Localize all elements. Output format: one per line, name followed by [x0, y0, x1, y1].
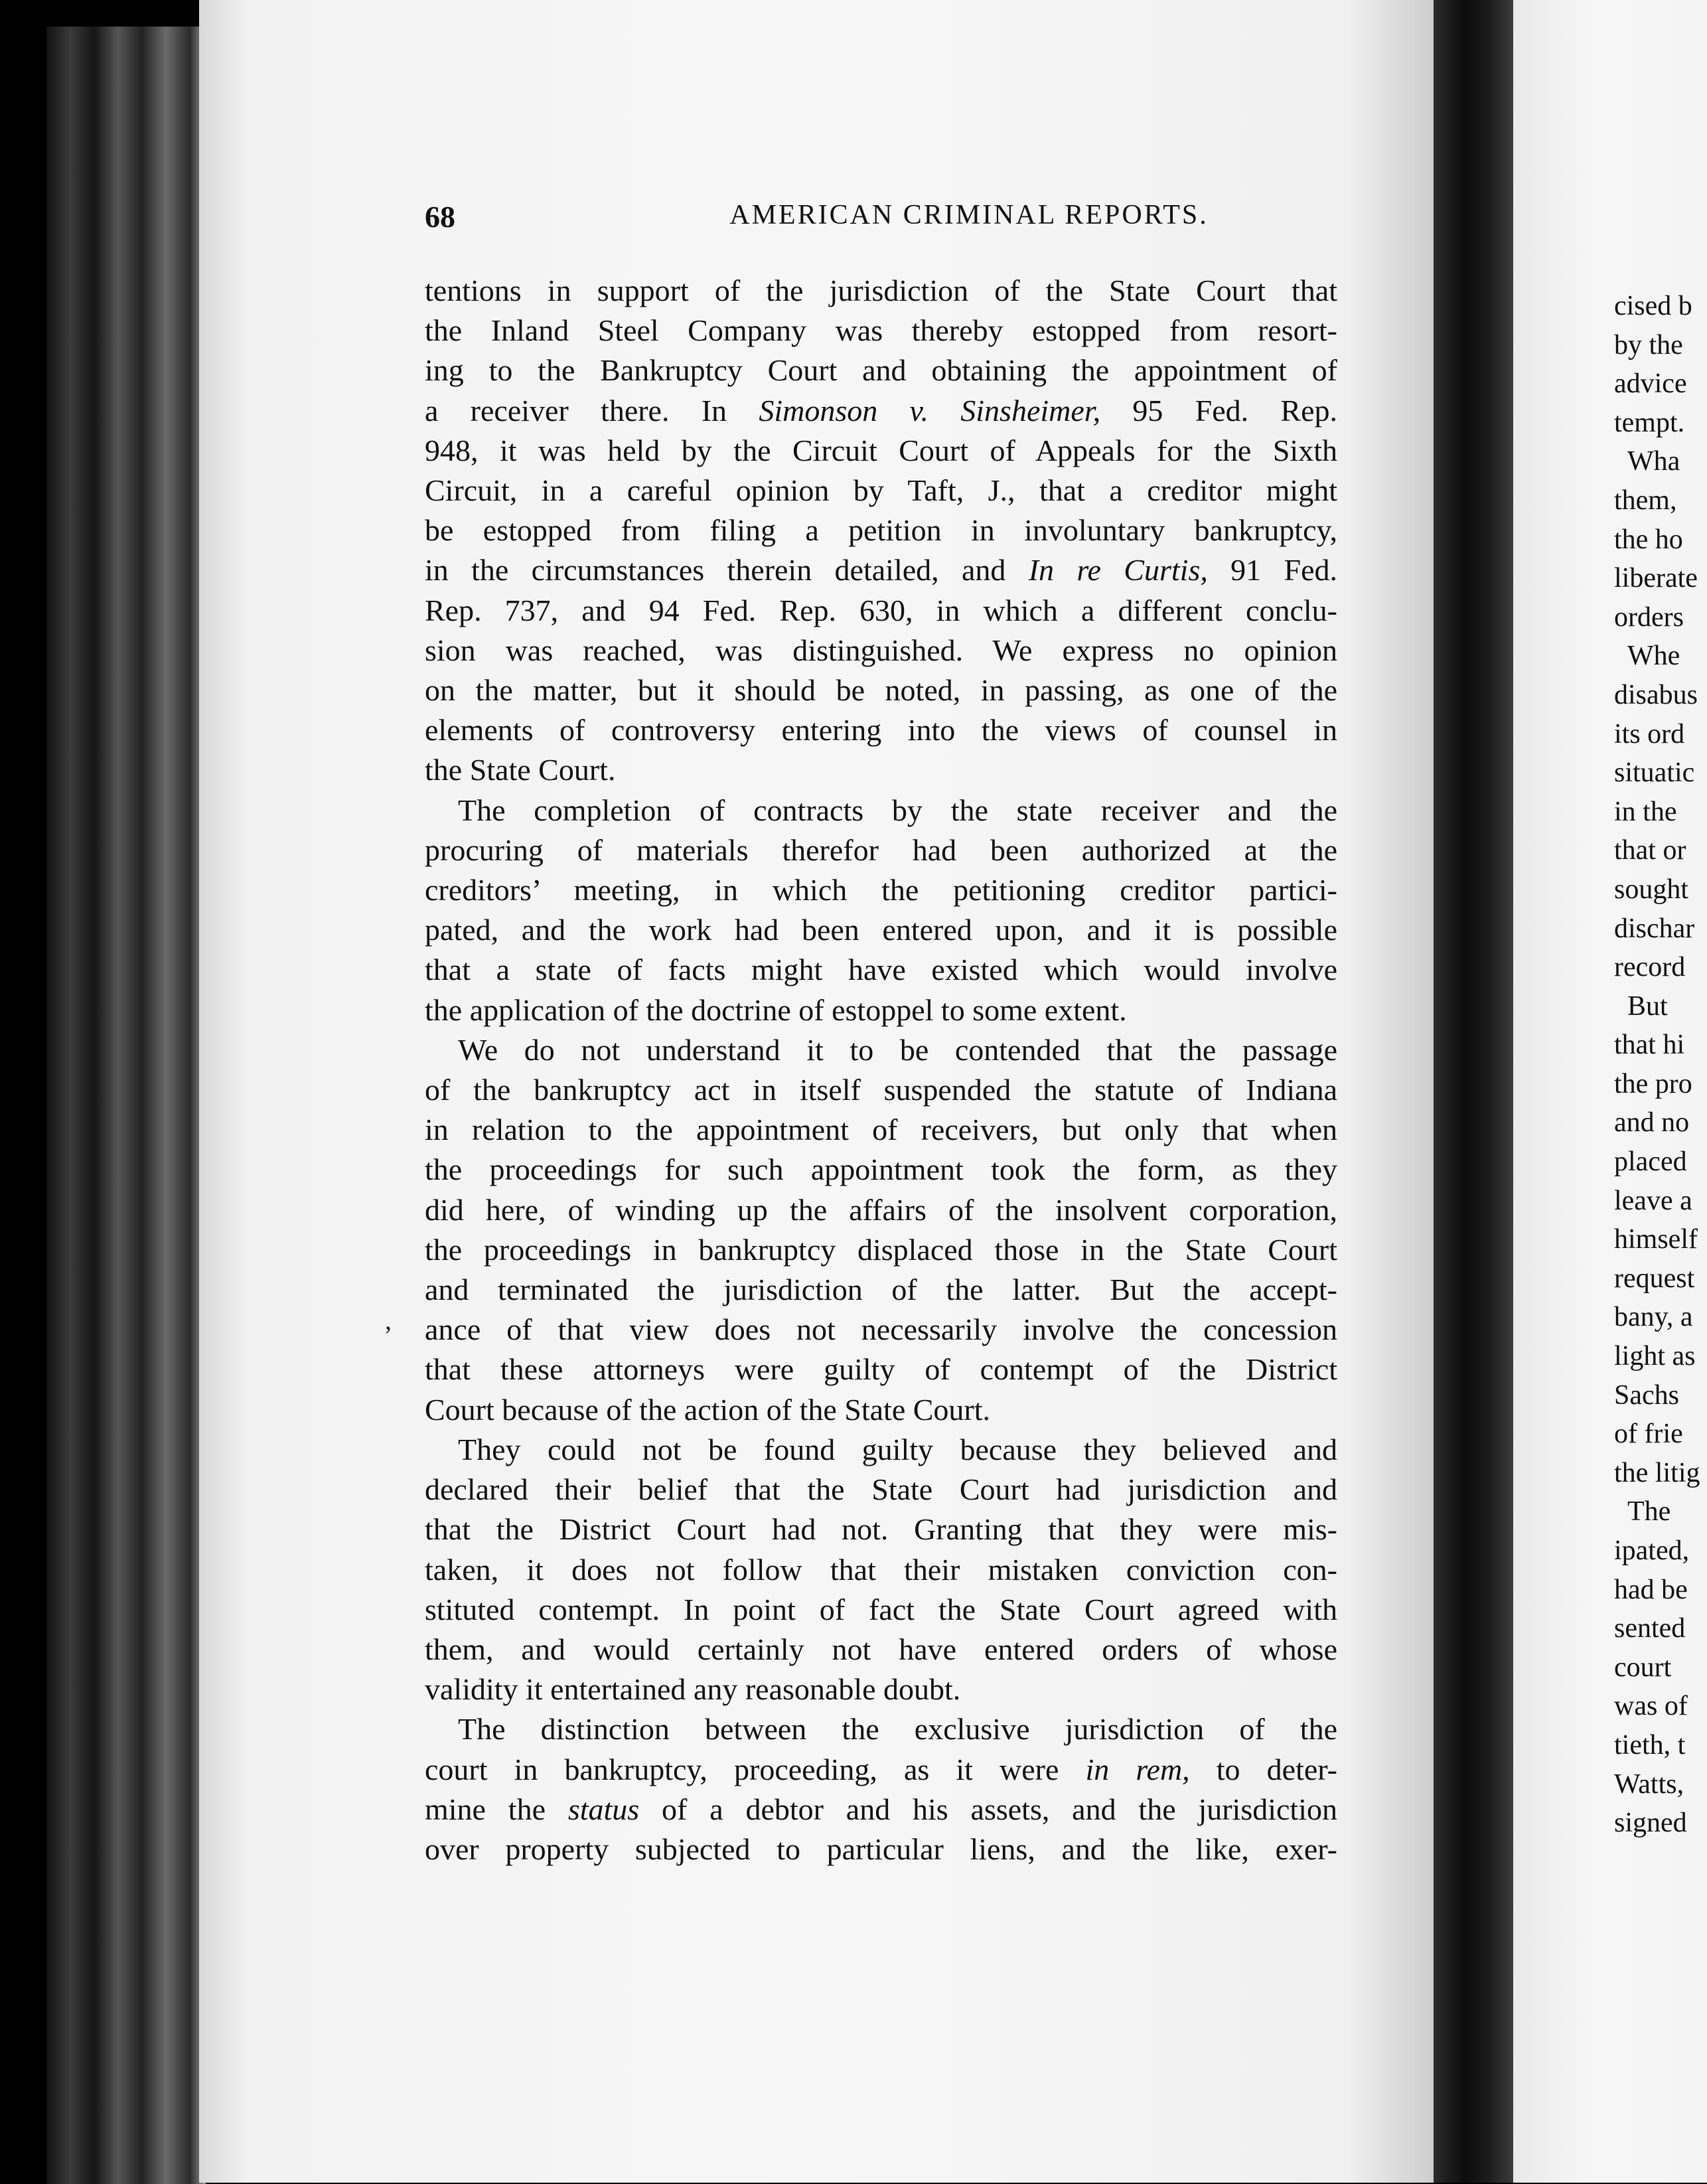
right-page-line: leave a	[1614, 1185, 1692, 1216]
text-segment: over property subjected to particular liens, and the like, exer-	[425, 1832, 1337, 1866]
text-segment: of the bankruptcy act in itself suspended the statute of Indiana	[425, 1073, 1337, 1107]
right-page-line: light as	[1614, 1341, 1696, 1372]
right-page-line: dischar	[1614, 913, 1695, 944]
right-page-line: disabus	[1614, 679, 1698, 710]
italic-citation: In re Curtis,	[1028, 553, 1208, 587]
text-segment: that these attorneys were guilty of contempt of the District	[425, 1352, 1337, 1387]
text-segment: procuring of materials therefor had been authorized at the	[425, 832, 1337, 867]
text-line	[425, 271, 1337, 311]
right-page-line: and no	[1614, 1107, 1690, 1138]
right-page-line: situatic	[1614, 757, 1695, 789]
text-line	[425, 1510, 1337, 1549]
text-line	[425, 910, 1337, 950]
text-segment: a receiver there. In	[425, 393, 759, 428]
right-page-line: them,	[1614, 485, 1677, 516]
page-number: 68	[425, 200, 455, 234]
text-segment: They could not be found guilty because they believed and	[458, 1432, 1337, 1466]
text-line	[425, 710, 1337, 750]
right-page-line: himself	[1614, 1224, 1698, 1255]
text-line	[425, 1110, 1337, 1150]
right-page-line: record	[1614, 952, 1686, 983]
right-page-line: by the	[1614, 329, 1683, 360]
text-line	[425, 1190, 1337, 1230]
text-segment: pated, and the work had been entered upon, and it is possible	[425, 913, 1337, 947]
text-line	[425, 1030, 1337, 1070]
text-segment: validity it entertained any reasonable doubt.	[425, 1672, 961, 1707]
text-segment: 948, it was held by the Circuit Court of Appeals for the Sixth	[425, 433, 1337, 467]
book-edge	[46, 27, 206, 2184]
text-line	[425, 1230, 1337, 1270]
text-segment: elements of controversy entering into the views of counsel in	[425, 713, 1337, 747]
right-page-line: the ho	[1614, 524, 1683, 555]
text-line	[425, 311, 1337, 351]
italic-citation: in rem,	[1085, 1752, 1190, 1786]
text-line	[425, 1830, 1337, 1869]
text-segment: sion was reached, was distinguished. We express no opinion	[425, 633, 1337, 667]
right-page-line: tieth, t	[1614, 1729, 1686, 1760]
text-line	[425, 1750, 1337, 1790]
text-segment: Circuit, in a careful opinion by Taft, J., that a creditor might	[425, 473, 1337, 508]
text-segment: the proceedings for such appointment took the form, as they	[425, 1152, 1337, 1187]
text-line	[425, 791, 1337, 830]
text-line	[425, 1310, 1337, 1350]
text-segment: to deter-	[1189, 1752, 1337, 1786]
text-segment: in the circumstances therein detailed, and	[425, 553, 1029, 587]
text-line	[425, 510, 1337, 550]
right-page-line: sought	[1614, 874, 1689, 905]
right-page-line: the litig	[1614, 1457, 1700, 1488]
text-segment: the Inland Steel Company was thereby estopped from resort-	[425, 313, 1337, 348]
text-segment: the proceedings in bankruptcy displaced those in the State Court	[425, 1232, 1337, 1267]
right-page-line: advice	[1614, 368, 1687, 400]
text-line	[425, 1670, 1337, 1709]
text-segment: We do not understand it to be contended that the passage	[458, 1032, 1337, 1067]
text-line	[425, 1390, 1337, 1430]
text-segment: of a debtor and his assets, and the jurisdiction	[639, 1792, 1337, 1826]
text-segment: the application of the doctrine of estoppel to some extent.	[425, 992, 1127, 1027]
right-page-line: Whe	[1627, 641, 1680, 672]
text-segment: taken, it does not follow that their mistaken conviction con-	[425, 1552, 1337, 1587]
text-segment: declared their belief that the State Court had jurisdiction and	[425, 1472, 1337, 1507]
right-page-line: But	[1627, 990, 1668, 1022]
text-line	[425, 990, 1337, 1030]
right-page-line: in the	[1614, 796, 1677, 827]
right-page-line: court	[1614, 1652, 1672, 1683]
text-line	[425, 431, 1337, 471]
right-page-line: Sachs	[1614, 1379, 1679, 1411]
right-page-line: The	[1627, 1496, 1671, 1527]
right-page-line: request	[1614, 1263, 1695, 1294]
text-line	[425, 670, 1337, 710]
right-page-line: that hi	[1614, 1030, 1685, 1061]
text-line	[425, 1550, 1337, 1590]
right-page-line: bany, a	[1614, 1302, 1693, 1333]
text-segment: in relation to the appointment of receivers, but only that when	[425, 1113, 1337, 1147]
right-page-line: had be	[1614, 1574, 1688, 1605]
text-segment: 95 Fed. Rep.	[1100, 393, 1337, 428]
right-page-text	[1614, 287, 1700, 1843]
text-line	[425, 471, 1337, 510]
right-page-line: of frie	[1614, 1419, 1683, 1450]
right-page-line: tempt.	[1614, 407, 1685, 438]
text-segment: be estopped from filing a petition in involuntary bankruptcy,	[425, 513, 1337, 548]
text-line	[425, 750, 1337, 790]
text-line	[425, 1630, 1337, 1670]
text-line	[425, 950, 1337, 990]
right-page-line: ipated,	[1614, 1535, 1690, 1566]
text-line	[425, 591, 1337, 631]
right-page-line: orders	[1614, 601, 1684, 633]
text-segment: that the District Court had not. Granting that they were mis-	[425, 1512, 1337, 1547]
text-segment: Rep. 737, and 94 Fed. Rep. 630, in which a different conclu-	[425, 593, 1337, 627]
text-segment: court in bankruptcy, proceeding, as it were	[425, 1752, 1086, 1786]
text-segment: The distinction between the exclusive jurisdiction of the	[458, 1712, 1337, 1747]
right-page-line: liberate	[1614, 563, 1698, 594]
page-header	[425, 199, 1341, 246]
italic-citation: status	[567, 1792, 640, 1826]
text-segment: did here, of winding up the affairs of the insolvent corporation,	[425, 1192, 1337, 1227]
text-segment: ing to the Bankruptcy Court and obtaining the appointment of	[425, 353, 1337, 388]
text-segment: stituted contempt. In point of fact the State Court agreed with	[425, 1592, 1337, 1626]
text-segment: them, and would certainly not have entered orders of whose	[425, 1632, 1337, 1666]
italic-citation: Simonson v. Sinsheimer,	[759, 393, 1101, 428]
text-segment: creditors’ meeting, in which the petitioning creditor partici-	[425, 873, 1337, 907]
right-page-line: Watts,	[1614, 1768, 1684, 1800]
text-segment: that a state of facts might have existed which would involve	[425, 953, 1337, 987]
text-segment: and terminated the jurisdiction of the latter. But the accept-	[425, 1273, 1337, 1307]
text-line	[425, 1350, 1337, 1389]
text-segment: The completion of contracts by the state receiver and the	[458, 793, 1337, 827]
text-line	[425, 1270, 1337, 1310]
text-segment: mine the	[425, 1792, 568, 1826]
right-page-line: cised b	[1614, 291, 1692, 321]
right-page-line: Wha	[1627, 446, 1680, 477]
text-line	[425, 1590, 1337, 1630]
right-page-line: sented	[1614, 1613, 1686, 1644]
body-text	[425, 271, 1337, 1869]
book-gutter	[1434, 0, 1513, 2183]
text-line	[425, 1790, 1337, 1830]
text-segment: ance of that view does not necessarily involve the concession	[425, 1312, 1337, 1347]
text-line	[425, 1070, 1337, 1110]
right-page-line: placed	[1614, 1146, 1687, 1178]
text-line	[425, 1430, 1337, 1470]
running-head: AMERICAN CRIMINAL REPORTS.	[729, 200, 1209, 230]
text-line	[425, 1709, 1337, 1749]
margin-mark: ’	[384, 1320, 393, 1350]
text-line	[425, 550, 1337, 590]
text-segment: the State Court.	[425, 753, 616, 787]
text-segment: tentions in support of the jurisdiction of the State Court that	[425, 273, 1337, 307]
right-page-line: was of	[1614, 1691, 1688, 1722]
text-segment: on the matter, but it should be noted, in passing, as one of the	[425, 673, 1337, 708]
text-line	[425, 631, 1337, 670]
text-line	[425, 870, 1337, 910]
right-page-line: signed	[1614, 1808, 1687, 1839]
text-line	[425, 830, 1337, 870]
text-segment: 91 Fed.	[1207, 553, 1338, 587]
text-line	[425, 1150, 1337, 1190]
right-page-line: its ord	[1614, 718, 1685, 749]
text-line	[425, 1470, 1337, 1510]
text-line	[425, 391, 1337, 431]
text-segment: Court because of the action of the State Court.	[425, 1392, 991, 1427]
right-page-line: the pro	[1614, 1068, 1692, 1099]
text-line	[425, 351, 1337, 390]
right-page-line: that or	[1614, 835, 1686, 866]
